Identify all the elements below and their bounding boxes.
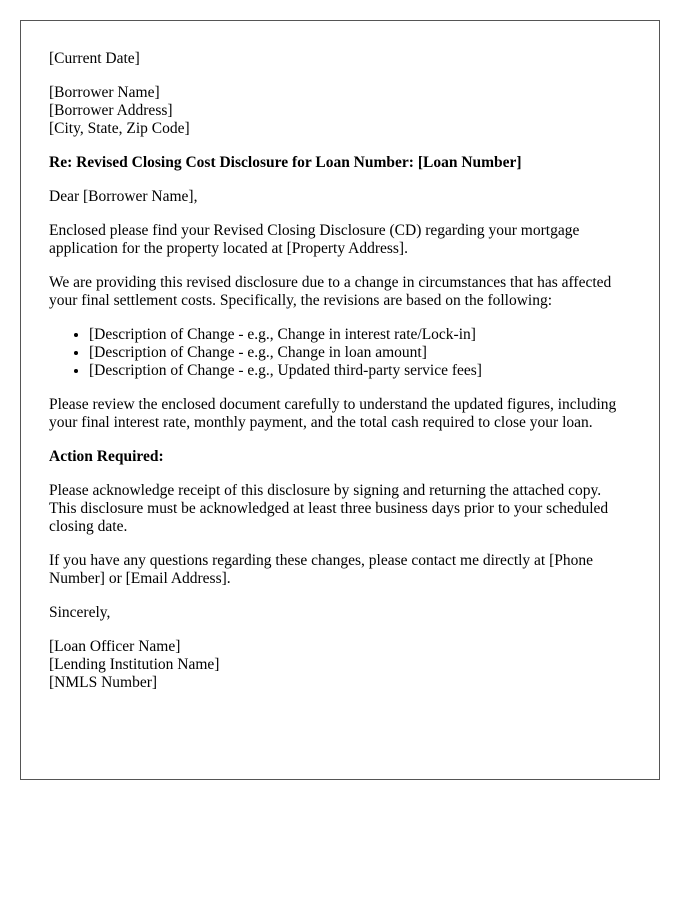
- recipient-block: [49, 84, 631, 138]
- letter-page: [20, 20, 660, 780]
- paragraph-acknowledge: Please acknowledge receipt of this disclosure by signing and returning the attached copy. This disclosure must be acknowledged at least three business days prior to your scheduled closing date.: [49, 482, 609, 535]
- signature-institution: [Lending Institution Name]: [49, 656, 220, 673]
- paragraph-contact: If you have any questions regarding these changes, please contact me directly at [Phone Number] or [Email Address].: [49, 552, 594, 587]
- subject-line: Re: Revised Closing Cost Disclosure for Loan Number: [Loan Number]: [49, 154, 522, 171]
- recipient-address: [Borrower Address]: [49, 102, 173, 119]
- signature-officer-name: [Loan Officer Name]: [49, 638, 181, 655]
- change-list: [49, 326, 631, 380]
- signature-block: [49, 638, 631, 692]
- salutation: Dear [Borrower Name],: [49, 188, 198, 205]
- list-item: • [Description of Change - e.g., Updated third-party service fees]: [89, 362, 631, 380]
- recipient-city-state-zip: [City, State, Zip Code]: [49, 120, 190, 137]
- list-item: • [Description of Change - e.g., Change in loan amount]: [89, 344, 631, 362]
- list-item: • [Description of Change - e.g., Change in interest rate/Lock-in]: [89, 326, 631, 344]
- paragraph-reason: We are providing this revised disclosure due to a change in circumstances that has affected your final settlement costs. Specifically, the revisions are based on the following:: [49, 274, 612, 309]
- paragraph-review: Please review the enclosed document carefully to understand the updated figures, including your final interest rate, monthly payment, and the total cash required to close your loan.: [49, 396, 617, 431]
- closing: Sincerely,: [49, 604, 111, 621]
- action-heading: Action Required:: [49, 448, 164, 465]
- paragraph-enclosure: Enclosed please find your Revised Closing Disclosure (CD) regarding your mortgage application for the property located at [Property Address].: [49, 222, 580, 257]
- recipient-name: [Borrower Name]: [49, 84, 160, 101]
- letter-date: [Current Date]: [49, 50, 140, 67]
- signature-nmls: [NMLS Number]: [49, 674, 158, 691]
